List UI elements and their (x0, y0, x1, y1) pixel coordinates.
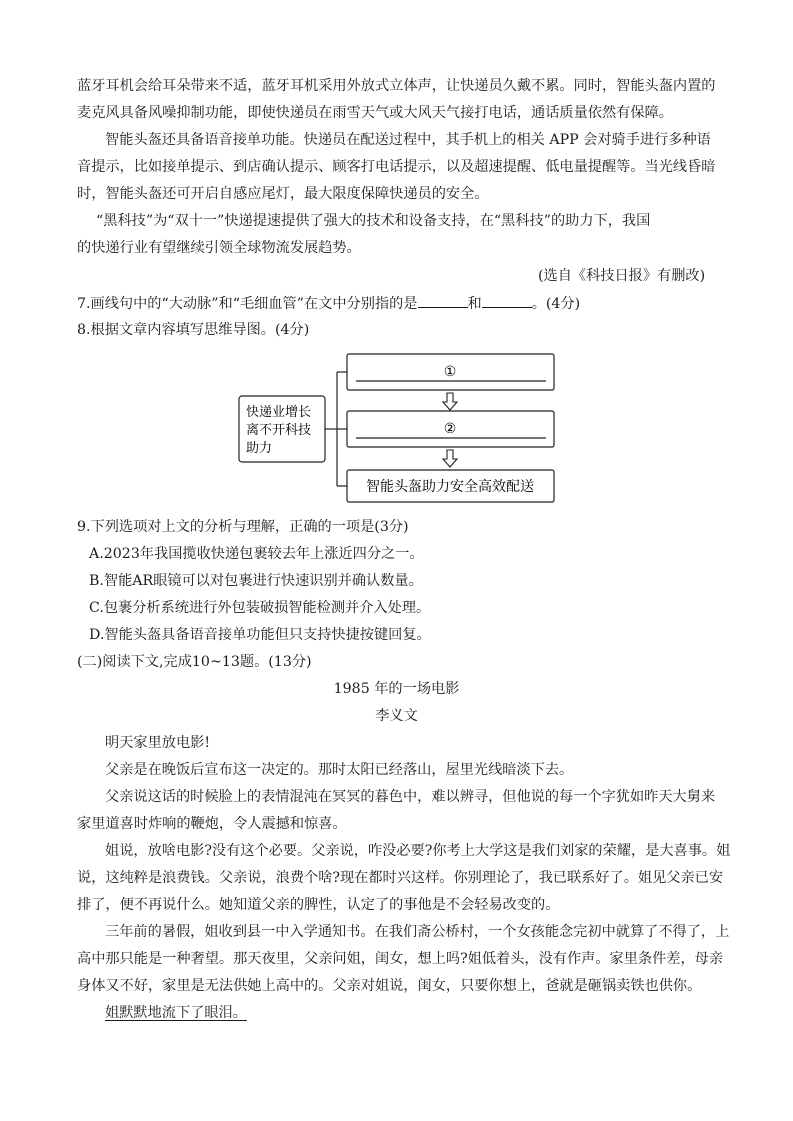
mind-map-diagram (0, 348, 793, 508)
mind-map-box-2-label: ② (443, 421, 457, 437)
story-line: 父亲是在晚饭后宣布这一决定的。那时太阳已经落山，屋里光线暗淡下去。 (105, 762, 574, 778)
story-line: 父亲说这话的时候脸上的表情混沌在冥冥的暮色中，难以辨寻，但他说的每一个字犹如昨天大舅来 (105, 789, 716, 805)
story-line: 明天家里放电影! (105, 735, 211, 751)
story-line: 排了，便不再说什么。她知道父亲的脾性，认定了的事他是不会轻易改变的。 (77, 897, 560, 913)
passage-line: 麦克风具备风噪抑制功能，即使快递员在雨雪天气或大风天气接打电话，通话质量依然有保障。 (77, 105, 673, 121)
option-a[interactable]: A.2023年我国揽收快递包裹较去年上涨近四分之一。 (89, 546, 424, 562)
story-line: 家里道喜时炸响的鞭炮，令人震撼和惊喜。 (77, 816, 347, 832)
story-author: 李义文 (375, 708, 418, 724)
question-9-title: 9.下列选项对上文的分析与理解，正确的一项是(3分) (77, 519, 409, 535)
mind-map-root-line: 快递业增长 (246, 405, 312, 420)
story-line: 姐说，放啥电影?没有这个必要。父亲说，咋没必要?你考上大学这是我们刘家的荣耀，是大喜事。姐 (105, 843, 731, 859)
mind-map-box-1-label: ① (443, 364, 457, 380)
story-title: 1985 年的一场电影 (333, 681, 460, 697)
section-2-heading: (二)阅读下文,完成10~13题。(13分) (77, 654, 312, 670)
mind-map-root-line: 离不开科技 (246, 423, 312, 438)
story-line: 说，这纯粹是浪费钱。父亲说，浪费个啥?现在都时兴这样。你别理论了，我已联系好了。姐见父亲已安 (77, 870, 724, 886)
mind-map-box-3-label: 智能头盔助力安全高效配送 (366, 479, 534, 495)
passage-line: “黑科技”为“双十一”快递提速提供了强大的技术和设备支持，在“黑科技”的助力下，我国 (96, 213, 651, 229)
question-7-middle: 和 (467, 296, 482, 312)
passage-line: 智能头盔还具备语音接单功能。快递员在配送过程中，其手机上的相关 APP 会对骑手进行多种语 (105, 132, 711, 148)
question-7-prefix: 7.画线句中的“大动脉”和“毛细血管”在文中分别指的是 (77, 296, 418, 312)
story-line: 身体又不好，家里是无法供她上高中的。父亲对姐说，闺女，只要你想上，爸就是砸锅卖铁也供你。 (77, 978, 702, 994)
passage-line: 时，智能头盔还可开启自感应尾灯，最大限度保障快递员的安全。 (77, 186, 489, 202)
passage-line: 蓝牙耳机会给耳朵带来不适，蓝牙耳机采用外放式立体声，让快递员久戴不累。同时，智能头盔内置的 (77, 78, 716, 94)
option-c[interactable]: C.包裹分析系统进行外包装破损智能检测并介入处理。 (89, 600, 431, 616)
answer-blank-2[interactable] (482, 293, 532, 308)
arrow-down-icon (443, 393, 457, 410)
arrow-down-icon (443, 450, 457, 467)
story-line: 三年前的暑假，姐收到县一中入学通知书。在我们斋公桥村，一个女孩能念完初中就算了不得了，上 (105, 924, 730, 940)
underlined-sentence: 姐默默地流下了眼泪。 (105, 1005, 247, 1021)
story-line: 高中那只能是一种奢望。那天夜里，父亲问姐，闺女，想上吗?姐低着头，没有作声。家里条件差，母亲 (77, 951, 724, 967)
source-citation: (选自《科技日报》有删改) (538, 268, 706, 284)
passage-line: 的快递行业有望继续引领全球物流发展趋势。 (77, 240, 361, 256)
answer-blank-1[interactable] (418, 293, 468, 308)
mind-map-root-line: 助力 (246, 441, 273, 456)
question-7-suffix: 。(4分) (531, 296, 581, 312)
option-d[interactable]: D.智能头盔具备语音接单功能但只支持快捷按键回复。 (89, 627, 431, 643)
passage-line: 音提示，比如接单提示、到店确认提示、顾客打电话提示，以及超速提醒、低电量提醒等。当光线昏暗 (77, 159, 716, 175)
option-b[interactable]: B.智能AR眼镜可以对包裹进行快速识别并确认数量。 (89, 573, 423, 589)
question-7 (77, 293, 580, 314)
question-8-title: 8.根据文章内容填写思维导图。(4分) (77, 322, 310, 338)
